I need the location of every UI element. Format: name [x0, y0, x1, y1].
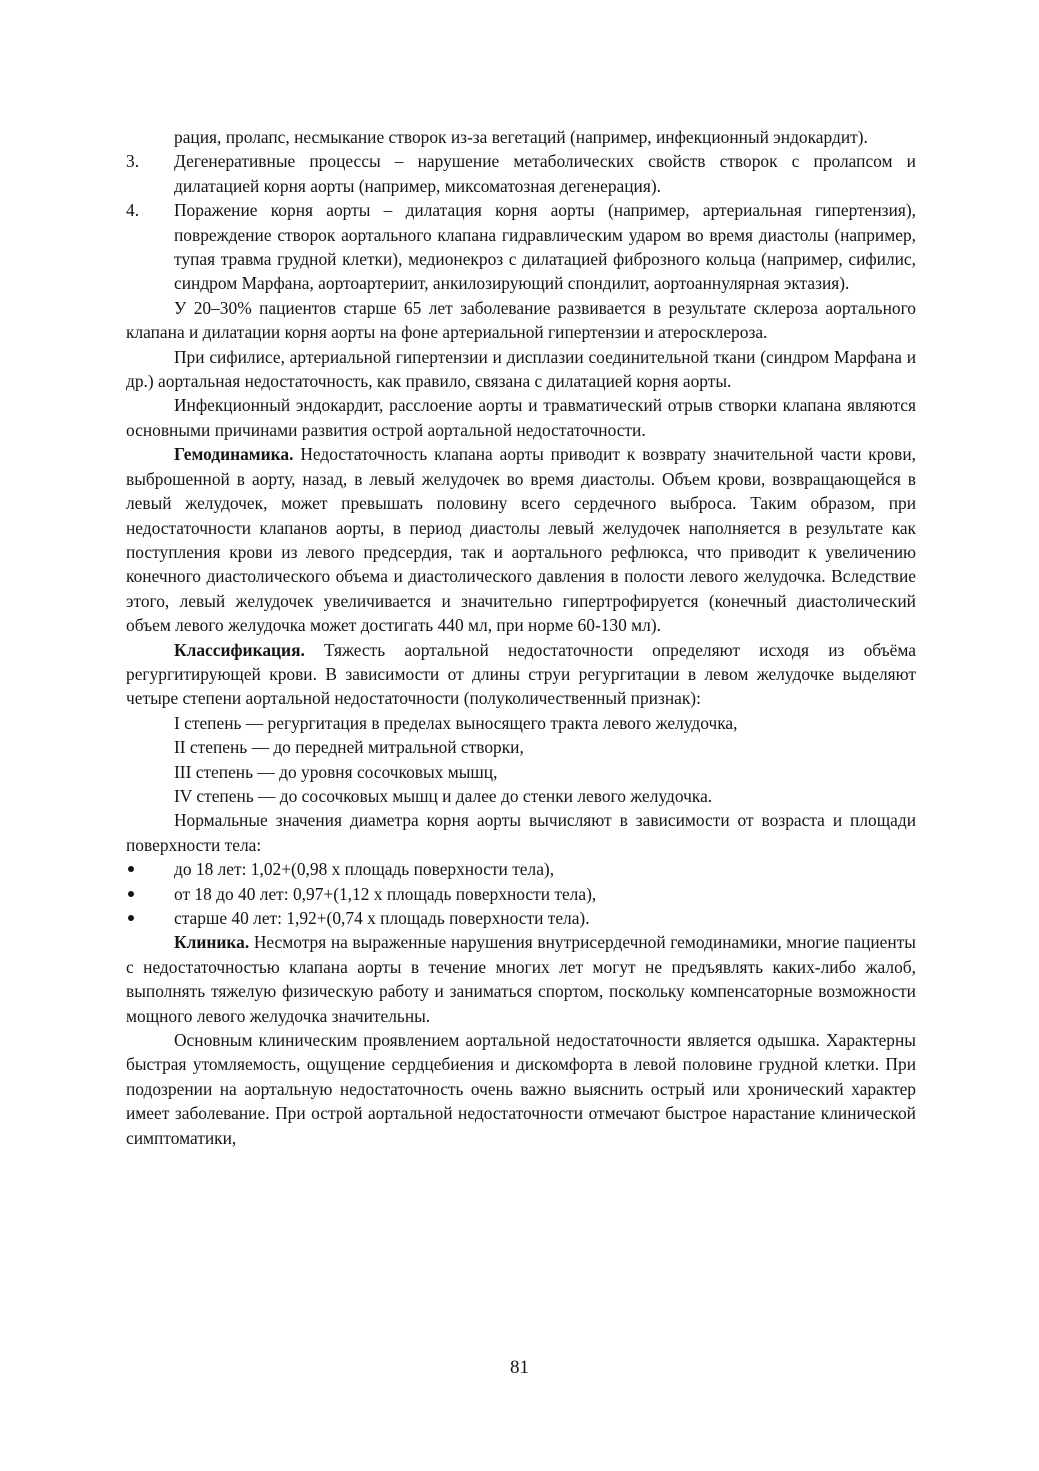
- numbered-item-4: [126, 198, 916, 296]
- bullet-item: [126, 857, 916, 881]
- paragraph-classification: [126, 638, 916, 711]
- degree-line: III степень — до уровня сосочковых мышц,: [174, 761, 498, 782]
- bullet-text: старше 40 лет: 1,92+(0,74 х площадь поверхности тела).: [174, 908, 590, 928]
- classification-text: Тяжесть аортальной недостаточности определяют исходя из объёма регургитирующей крови. В зависимости от длины струи регургитации в левом желудочке выделяют четыре степени аортальной недостаточности (полуколичественный признак):: [126, 639, 916, 709]
- bullet-icon: [128, 866, 134, 872]
- list-number: 4.: [126, 200, 140, 221]
- section-heading-hemodynamics: Гемодинамика.: [174, 444, 294, 465]
- page-number: 81: [510, 1357, 529, 1378]
- list-item-text: Поражение корня аорты – дилатация корня аорты (например, артериальная гипертензия), повреждение створок аортального клапана гидравлическим ударом во время диастолы (например, тупая травма грудной клетки), медионекроз с дилатацией фиброзного кольца (например, сифилис, синдром Марфана, аортоартериит, анкилозирующий спондилит, аортоаннулярная эктазия).: [174, 200, 916, 294]
- degree-line: II степень — до передней митральной створки,: [174, 737, 524, 758]
- paragraph-acute-causes: Инфекционный эндокардит, расслоение аорты и травматический отрыв створки клапана являются основными причинами развития острой аортальной недостаточности.: [126, 395, 916, 440]
- bullet-item: [126, 882, 916, 906]
- paragraph-hemodynamics: [126, 442, 916, 637]
- paragraph-syphilis: При сифилисе, артериальной гипертензии и дисплазии соединительной ткани (синдром Марфана и др.) аортальная недостаточность, как правило, связана с дилатацией корня аорты.: [126, 346, 916, 392]
- bullet-text: до 18 лет: 1,02+(0,98 х площадь поверхности тела),: [174, 859, 555, 880]
- list-item-text: Дегенеративные процессы – нарушение метаболических свойств створок с пролапсом и дилатацией корня аорты (например, миксоматозная дегенерация).: [174, 151, 916, 196]
- section-heading-classification: Классификация.: [174, 639, 305, 660]
- hemodynamics-text: Недостаточность клапана аорты приводит к возврату значительной части крови, выброшенной в аорту, назад, в левый желудочек во время диастолы. Объем крови, возвращающейся в левый желудочек, может превышать половину всего сердечного выброса. Таким образом, при недостаточности клапанов аорты, в период диастолы левый желудочек наполняется в результате как поступления крови из левого предсердия, так и аортального рефлюкса, что приводит к увеличению конечного диастолического объема и диастолического давления в полости левого желудочка. Вследствие этого, левый желудочек увеличивается и значительно гипертрофируется (конечный диастолический объем левого желудочка может достигать 440 мл, при норме 60-130 мл).: [126, 444, 916, 636]
- numbered-item-3: [126, 149, 916, 198]
- paragraph-sclerosis: У 20–30% пациентов старше 65 лет заболевание развивается в результате склероза аортального клапана и дилатации корня аорты на фоне артериальной гипертензии и атеросклероза.: [126, 297, 916, 343]
- bullet-text: от 18 до 40 лет: 0,97+(1,12 х площадь поверхности тела),: [174, 883, 597, 904]
- degree-line: IV степень — до сосочковых мышц и далее до стенки левого желудочка.: [174, 785, 713, 806]
- degree-line: I степень — регургитация в пределах выносящего тракта левого желудочка,: [174, 712, 738, 733]
- document-page: [126, 125, 916, 1150]
- bullet-item: [126, 906, 916, 930]
- paragraph-norms-intro: Нормальные значения диаметра корня аорты вычисляют в зависимости от возраста и площади поверхности тела:: [126, 810, 916, 855]
- clinic-text: Несмотря на выраженные нарушения внутрисердечной гемодинамики, многие пациенты с недостаточностью клапана аорты в течение многих лет могут не предъявлять каких-либо жалоб, выполнять тяжелую физическую работу и заниматься спортом, поскольку компенсаторные возможности мощного левого желудочка значительны.: [126, 932, 916, 1026]
- paragraph-symptoms: Основным клиническим проявлением аортальной недостаточности является одышка. Характерны быстрая утомляемость, ощущение сердцебиения и дискомфорта в левой половине грудной клетки. При подозрении на аортальную недостаточность очень важно выяснить острый или хронический характер имеет заболевание. При острой аортальной недостаточности отмечают быстрое нарастание клинической симптоматики,: [126, 1030, 916, 1148]
- list-number: 3.: [126, 151, 140, 172]
- section-heading-clinic: Клиника.: [174, 932, 250, 953]
- continuation-text: рация, пролапс, несмыкание створок из-за вегетаций (например, инфекционный эндокардит).: [174, 127, 868, 147]
- bullet-icon: [128, 891, 134, 897]
- bullet-icon: [128, 915, 134, 921]
- paragraph-clinic: [126, 930, 916, 1028]
